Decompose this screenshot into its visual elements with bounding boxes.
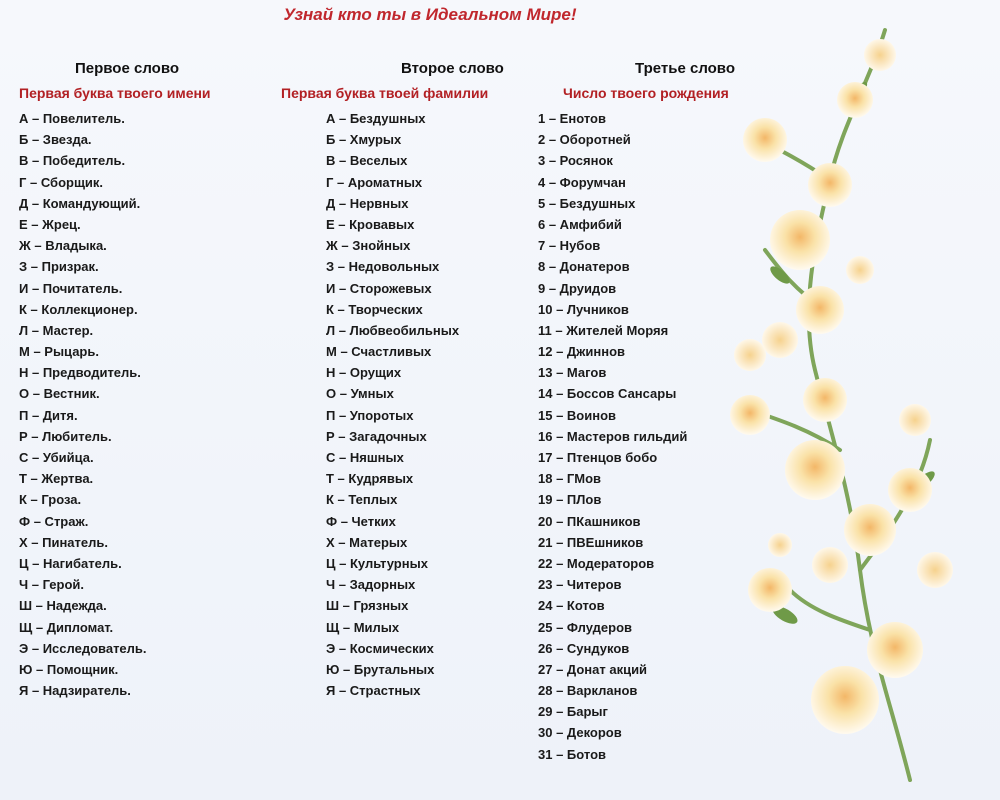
list-item: И – Сторожевых — [326, 280, 432, 296]
list-item: А – Повелитель. — [19, 111, 125, 126]
list-item: С – Няшных — [326, 450, 404, 465]
word-list — [538, 108, 687, 765]
list-item: Я – Надзиратель. — [19, 683, 131, 699]
list-item: Ч – Задорных — [326, 577, 416, 593]
list-item: В – Веселых — [326, 153, 408, 169]
list-item: 29 – Барыг — [538, 704, 608, 720]
list-item: 22 – Модераторов — [538, 555, 655, 571]
list-item: 24 – Котов — [538, 598, 605, 614]
list-item: Ш – Надежда. — [19, 598, 107, 614]
list-item: Р – Любитель. — [19, 428, 112, 444]
list-item: Ф – Страж. — [19, 513, 89, 529]
list-item: 16 – Мастеров гильдий — [538, 428, 688, 444]
list-item: Б – Хмурых — [326, 132, 402, 148]
list-item: Л – Мастер. — [19, 322, 94, 338]
list-item: Х – Матерых — [326, 534, 408, 550]
list-item: Г – Ароматных — [326, 174, 423, 190]
list-item: М – Счастливых — [326, 344, 432, 360]
list-item: 17 – Птенцов бобо — [538, 450, 658, 465]
list-item: К – Творческих — [326, 301, 423, 317]
column-subheading: Первая буква твоей фамилии — [281, 85, 489, 101]
list-item: 1 – Енотов — [538, 111, 606, 126]
rose-branch-image — [720, 10, 990, 790]
page-title: Узнай кто ты в Идеальном Мире! — [283, 5, 577, 24]
list-item: З – Призрак. — [19, 259, 99, 275]
list-item: Щ – Дипломат. — [19, 619, 114, 635]
list-item: Х – Пинатель. — [19, 534, 109, 550]
list-item: 31 – Ботов — [538, 746, 607, 762]
list-item: 20 – ПКашников — [538, 513, 641, 529]
list-item: С – Убийца. — [19, 450, 94, 465]
list-item: Щ – Милых — [326, 619, 400, 635]
list-item: Ц – Нагибатель. — [19, 555, 122, 571]
list-item: 11 – Жителей Моряя — [538, 322, 669, 338]
list-item: Е – Жрец. — [19, 216, 81, 232]
list-item: Б – Звезда. — [19, 132, 92, 148]
list-item: Ж – Знойных — [326, 238, 411, 254]
list-item: Ш – Грязных — [326, 598, 409, 614]
list-item: Я – Страстных — [326, 683, 421, 699]
list-item: О – Умных — [326, 386, 394, 402]
column-subheading: Число твоего рождения — [563, 85, 729, 101]
list-item: 25 – Флудеров — [538, 619, 633, 635]
list-item: Н – Орущих — [326, 365, 402, 381]
list-item: П – Дитя. — [19, 407, 78, 423]
list-item: Е – Кровавых — [326, 216, 415, 232]
list-item: Д – Командующий. — [19, 195, 141, 211]
list-item: 28 – Варкланов — [538, 683, 638, 699]
list-item: 26 – Сундуков — [538, 640, 630, 656]
list-item: Л – Любвеобильных — [326, 322, 460, 338]
list-item: Ц – Культурных — [326, 555, 428, 571]
list-item: П – Упоротых — [326, 407, 414, 423]
list-item: Т – Жертва. — [19, 471, 94, 487]
list-item: 23 – Читеров — [538, 577, 622, 593]
list-item: В – Победитель. — [19, 153, 126, 169]
list-item: 4 – Форумчан — [538, 174, 626, 190]
list-item: 7 – Нубов — [538, 238, 601, 254]
list-item: К – Гроза. — [19, 492, 82, 508]
list-item: 18 – ГМов — [538, 471, 602, 487]
list-item: Г – Сборщик. — [19, 174, 104, 190]
list-item: 10 – Лучников — [538, 301, 629, 317]
list-item: К – Теплых — [326, 492, 398, 508]
list-item: Э – Исследователь. — [19, 640, 147, 656]
list-item: Э – Космических — [326, 640, 434, 656]
list-item: Р – Загадочных — [326, 428, 427, 444]
list-item: Ж – Владыка. — [19, 238, 107, 254]
column-heading: Второе слово — [401, 60, 504, 77]
list-item: 14 – Боссов Сансары — [538, 386, 677, 402]
list-item: Ю – Помощник. — [19, 661, 119, 677]
word-list — [19, 108, 147, 701]
list-item: Т – Кудрявых — [326, 471, 414, 487]
list-item: 12 – Джиннов — [538, 344, 626, 360]
list-item: 6 – Амфибий — [538, 216, 622, 232]
list-item: 5 – Бездушных — [538, 195, 636, 211]
list-item: 21 – ПВЕшников — [538, 534, 644, 550]
list-item: 2 – Оборотней — [538, 132, 631, 148]
list-item: Н – Предводитель. — [19, 365, 141, 381]
column-heading: Первое слово — [75, 60, 180, 77]
list-item: 19 – ПЛов — [538, 492, 602, 508]
list-item: Ю – Брутальных — [326, 661, 435, 677]
column-heading: Третье слово — [635, 60, 735, 77]
list-item: З – Недовольных — [326, 259, 440, 275]
word-list — [326, 108, 459, 701]
list-item: 13 – Магов — [538, 365, 607, 381]
list-item: А – Бездушных — [326, 111, 426, 126]
list-item: И – Почитатель. — [19, 280, 123, 296]
list-item: Д – Нервных — [326, 195, 409, 211]
list-item: 8 – Донатеров — [538, 259, 630, 275]
list-item: О – Вестник. — [19, 386, 100, 402]
list-item: Ф – Четких — [326, 513, 396, 529]
list-item: К – Коллекционер. — [19, 301, 138, 317]
list-item: Ч – Герой. — [19, 577, 85, 593]
list-item: 9 – Друидов — [538, 280, 617, 296]
list-item: 15 – Воинов — [538, 407, 617, 423]
list-item: М – Рыцарь. — [19, 344, 99, 360]
list-item: 27 – Донат акций — [538, 661, 648, 677]
column-subheading: Первая буква твоего имени — [19, 85, 211, 101]
list-item: 30 – Декоров — [538, 725, 622, 741]
list-item: 3 – Росянок — [538, 153, 613, 169]
